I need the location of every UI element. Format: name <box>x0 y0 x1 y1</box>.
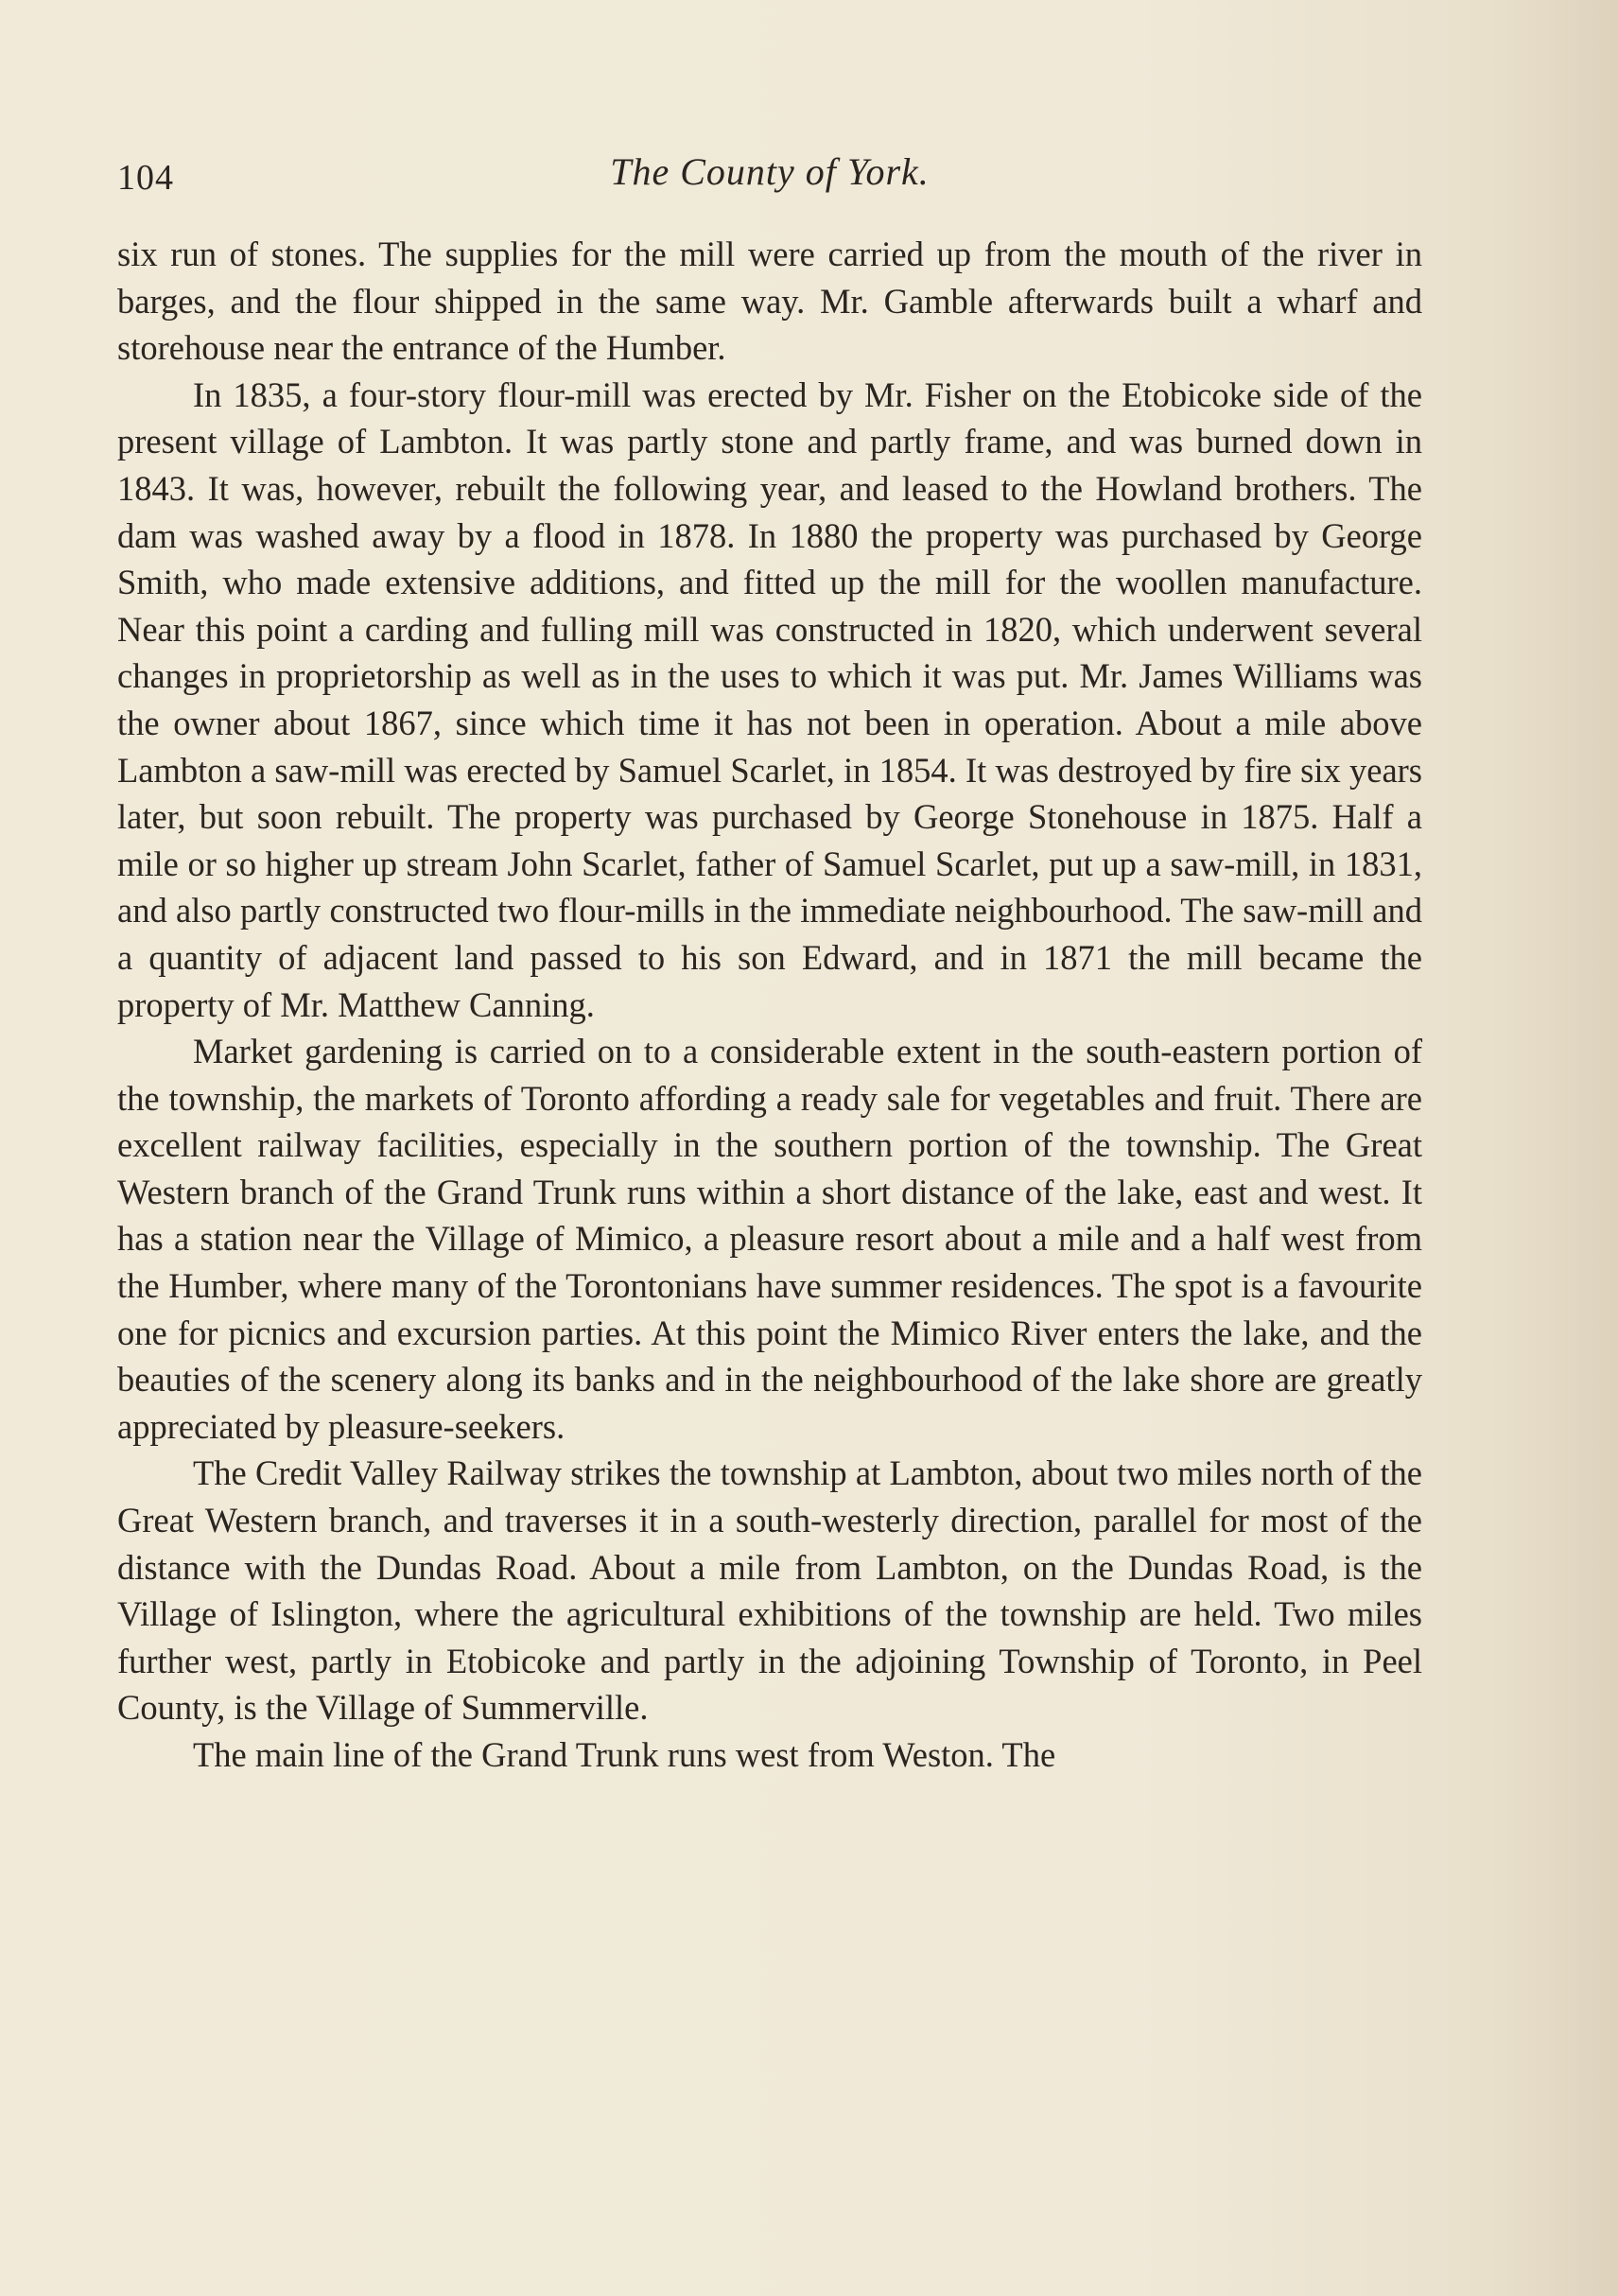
running-title: The County of York. <box>610 150 930 193</box>
paragraph-mills: In 1835, a four-story flour-mill was erected by Mr. Fisher on the Etobicoke side of the present village of Lambton. It was partly stone and partly frame, and was burned down in 1843. It was, however, rebuilt the following year, and leased to the Howland brothers. The dam was washed away by a flood in 1878. In 1880 the property was purchased by George Smith, who made extensive additions, and fitted up the mill for the woollen manufacture. Near this point a carding and fulling mill was constructed in 1820, which underwent several changes in proprietorship as well as in the uses to which it was put. Mr. James Williams was the owner about 1867, since which time it has not been in operation. About a mile above Lambton a saw-mill was erected by Samuel Scarlet, in 1854. It was destroyed by fire six years later, but soon rebuilt. The property was purchased by George Stonehouse in 1875. Half a mile or so higher up stream John Scarlet, father of Samuel Scarlet, put up a saw-mill, in 1831, and also partly constructed two flour-mills in the immediate neighbourhood. The saw-mill and a quantity of adjacent land passed to his son Edward, and in 1871 the mill became the property of Mr. Matthew Canning. <box>117 374 1422 1024</box>
page-header <box>117 142 1422 208</box>
body-text <box>117 231 1422 1779</box>
paragraph-grand-trunk: The main line of the Grand Trunk runs west from Weston. The <box>193 1735 1056 1774</box>
page-number: 104 <box>117 158 174 198</box>
paragraph-market-gardening: Market gardening is carried on to a considerable extent in the south-eastern portion of the township, the markets of Toronto affording a ready sale for vegetables and fruit. There are excellent railway facilities, especially in the southern portion of the township. The Great Western branch of the Grand Trunk runs within a short distance of the lake, east and west. It has a station near the Village of Mimico, a pleasure resort about a mile and a half west from the Humber, where many of the Torontonians have summer residences. The spot is a favourite one for picnics and excursion parties. At this point the Mimico River enters the lake, and the beauties of the scenery along its banks and in the neighbourhood of the lake shore are greatly appreciated by pleasure-seekers. <box>117 1032 1422 1446</box>
paragraph-continued: six run of stones. The supplies for the mill were carried up from the mouth of the river in barges, and the flour shipped in the same way. Mr. Gamble afterwards built a wharf and storehouse near the entrance of the Humber. <box>117 235 1422 368</box>
paragraph-credit-valley-railway: The Credit Valley Railway strikes the township at Lambton, about two miles north of the Great Western branch, and traverses it in a south-westerly direction, parallel for most of the distance with the Dundas Road. About a mile from Lambton, on the Dundas Road, is the Village of Islington, where the agricultural exhibitions of the township are held. Two miles further west, partly in Etobicoke and partly in the adjoining Township of Toronto, in Peel County, is the Village of Summerville. <box>117 1453 1422 1728</box>
